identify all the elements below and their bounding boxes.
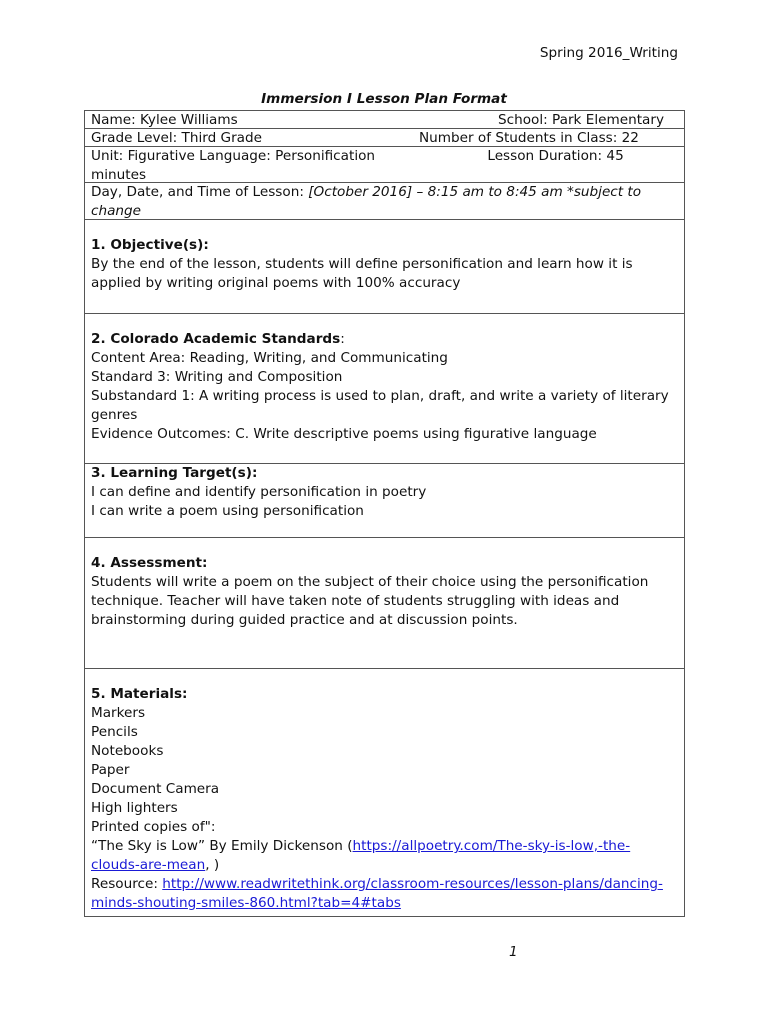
poem-citation-suffix: , ) xyxy=(205,857,220,873)
lesson-plan-table xyxy=(84,110,685,917)
header-text: Spring 2016_Writing xyxy=(539,45,678,61)
poem-link-cont[interactable]: clouds-are-mean xyxy=(91,857,206,873)
objective-text-1: By the end of the lesson, students will define personification and learn how it is xyxy=(91,256,633,272)
poem-citation xyxy=(91,837,678,856)
materials-item: Document Camera xyxy=(91,781,220,797)
page-number: 1 xyxy=(509,944,518,960)
standards-line: genres xyxy=(91,407,138,423)
unit-row xyxy=(85,147,684,183)
materials-item: Paper xyxy=(91,762,130,778)
learning-target-heading: 3. Learning Target(s): xyxy=(91,465,258,481)
document-title: Immersion I Lesson Plan Format xyxy=(261,91,507,107)
grade-row xyxy=(85,129,684,147)
standards-line: Substandard 1: A writing process is used to plan, draft, and write a variety of literary xyxy=(91,388,669,404)
standards-line: Content Area: Reading, Writing, and Communicating xyxy=(91,350,448,366)
objective-text-2: applied by writing original poems with 100% accuracy xyxy=(91,275,461,291)
materials-item: High lighters xyxy=(91,800,178,816)
poem-link[interactable]: https://allpoetry.com/The-sky-is-low,-the- xyxy=(352,838,631,854)
standards-line: Standard 3: Writing and Composition xyxy=(91,369,343,385)
unit-name: Unit: Figurative Language: Personification xyxy=(91,148,376,164)
student-count: Number of Students in Class: 22 xyxy=(419,130,639,146)
poem-citation-prefix: “The Sky is Low” By Emily Dickenson ( xyxy=(91,838,353,854)
objective-section xyxy=(85,220,684,314)
day-row xyxy=(85,183,684,220)
lesson-duration: Lesson Duration: 45 xyxy=(487,148,624,164)
materials-item: Pencils xyxy=(91,724,138,740)
assessment-heading: 4. Assessment: xyxy=(91,555,208,571)
assessment-section xyxy=(85,538,684,669)
materials-item: Printed copies of": xyxy=(91,819,216,835)
materials-item: Markers xyxy=(91,705,146,721)
grade-level: Grade Level: Third Grade xyxy=(91,130,262,146)
day-value-cont: change xyxy=(91,203,142,219)
school-name: School: Park Elementary xyxy=(498,112,664,128)
materials-section xyxy=(85,669,684,916)
assessment-line: brainstorming during guided practice and at discussion points. xyxy=(91,612,518,628)
resource-line xyxy=(91,875,678,894)
resource-link[interactable]: http://www.readwritethink.org/classroom-resources/lesson-plans/dancing- xyxy=(162,876,663,892)
standards-heading: 2. Colorado Academic Standards xyxy=(91,331,341,347)
resource-line-cont xyxy=(91,894,678,913)
materials-heading: 5. Materials: xyxy=(91,686,188,702)
learning-target-line: I can write a poem using personification xyxy=(91,503,364,519)
lesson-duration-cont: minutes xyxy=(91,167,147,183)
day-label: Day, Date, and Time of Lesson: xyxy=(91,184,309,200)
standards-section xyxy=(85,314,684,464)
standards-line: Evidence Outcomes: C. Write descriptive poems using figurative language xyxy=(91,426,597,442)
teacher-name: Name: Kylee Williams xyxy=(91,112,238,128)
name-row xyxy=(85,111,684,129)
resource-label: Resource: xyxy=(91,876,163,892)
objective-heading: 1. Objective(s): xyxy=(91,237,209,253)
poem-citation-cont xyxy=(91,856,678,875)
materials-item: Notebooks xyxy=(91,743,164,759)
resource-link-cont[interactable]: minds-shouting-smiles-860.html?tab=4#tabs xyxy=(91,895,401,911)
learning-target-section xyxy=(85,464,684,538)
learning-target-line: I can define and identify personification in poetry xyxy=(91,484,427,500)
assessment-line: technique. Teacher will have taken note of students struggling with ideas and xyxy=(91,593,620,609)
day-value: [October 2016] – 8:15 am to 8:45 am *subject to xyxy=(308,184,642,200)
standards-heading-colon: : xyxy=(340,331,345,347)
assessment-line: Students will write a poem on the subject of their choice using the personification xyxy=(91,574,649,590)
